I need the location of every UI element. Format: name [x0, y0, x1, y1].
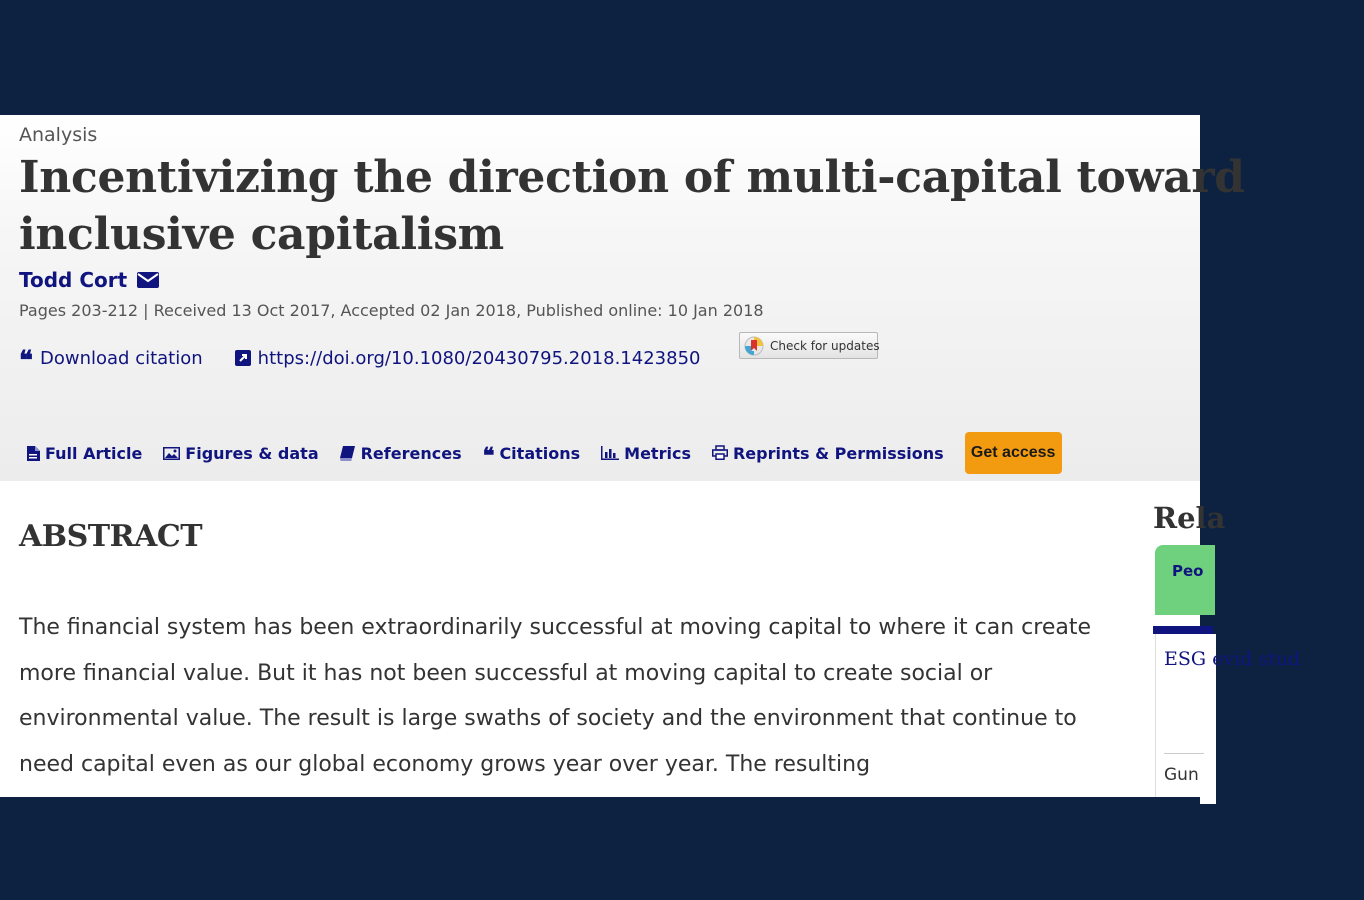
frame-bottom [0, 797, 1200, 900]
tab-figures-data[interactable] [163, 444, 318, 463]
tab-label: Metrics [624, 443, 691, 463]
printer-icon [712, 446, 728, 460]
related-tab-label: Peo [1172, 562, 1204, 580]
related-heading: Rela [1153, 501, 1226, 535]
frame-top [0, 0, 1200, 115]
related-tab-underline [1153, 626, 1213, 634]
tab-label: Reprints & Permissions [732, 443, 944, 463]
author-name[interactable]: Todd Cort [19, 268, 128, 292]
bar-chart-icon [601, 446, 619, 460]
quote-icon: ❝ [19, 346, 33, 376]
check-for-updates-button[interactable] [739, 332, 878, 359]
tab-full-article[interactable] [27, 444, 142, 463]
document-icon [27, 446, 40, 461]
related-item-title[interactable]: ESG evid stud [1164, 648, 1301, 670]
tab-references[interactable] [340, 444, 462, 463]
quote-icon: ❝ [482, 443, 495, 469]
related-item-author: Gun [1164, 765, 1199, 785]
article-page [0, 115, 1301, 797]
article-tabs [27, 432, 1062, 474]
related-tab-people[interactable] [1155, 545, 1215, 615]
envelope-icon[interactable] [137, 272, 159, 288]
get-access-button[interactable]: Get access [965, 432, 1062, 474]
author-line [19, 268, 159, 292]
external-link-icon [235, 350, 251, 366]
article-title: Incentivizing the direction of multi-capital toward inclusive capitalism [19, 152, 1245, 260]
tab-label: Citations [499, 443, 581, 463]
related-divider [1164, 753, 1204, 754]
tab-label: Figures & data [185, 443, 319, 463]
doi-link[interactable] [235, 348, 701, 369]
crossmark-icon [744, 336, 764, 356]
abstract-text: The financial system has been extraordinarily successful at moving capital to where it can create more financial value. But it has not been successful at moving capital to create social or environmental value. The result is large swaths of society and the environment that continue to need capital even as our global economy grows year over year. The resulting [19, 615, 1091, 777]
citation-links [19, 343, 701, 376]
download-citation-link[interactable] [19, 346, 203, 376]
tab-label: Full Article [45, 443, 143, 463]
tab-label: References [360, 443, 462, 463]
book-icon [340, 446, 356, 461]
publication-meta: Pages 203-212 | Received 13 Oct 2017, Accepted 02 Jan 2018, Published online: 10 Jan 2018 [19, 301, 764, 320]
article-type-label: Analysis [19, 124, 98, 146]
tab-citations[interactable] [482, 443, 581, 469]
download-citation-label: Download citation [40, 347, 203, 369]
check-updates-label: Check for updates [770, 338, 880, 353]
tab-metrics[interactable] [601, 444, 691, 463]
tab-reprints-permissions[interactable] [712, 444, 944, 463]
image-icon [163, 447, 180, 460]
abstract-heading: ABSTRACT [19, 519, 203, 554]
doi-label: https://doi.org/10.1080/20430795.2018.1423850 [257, 347, 701, 369]
